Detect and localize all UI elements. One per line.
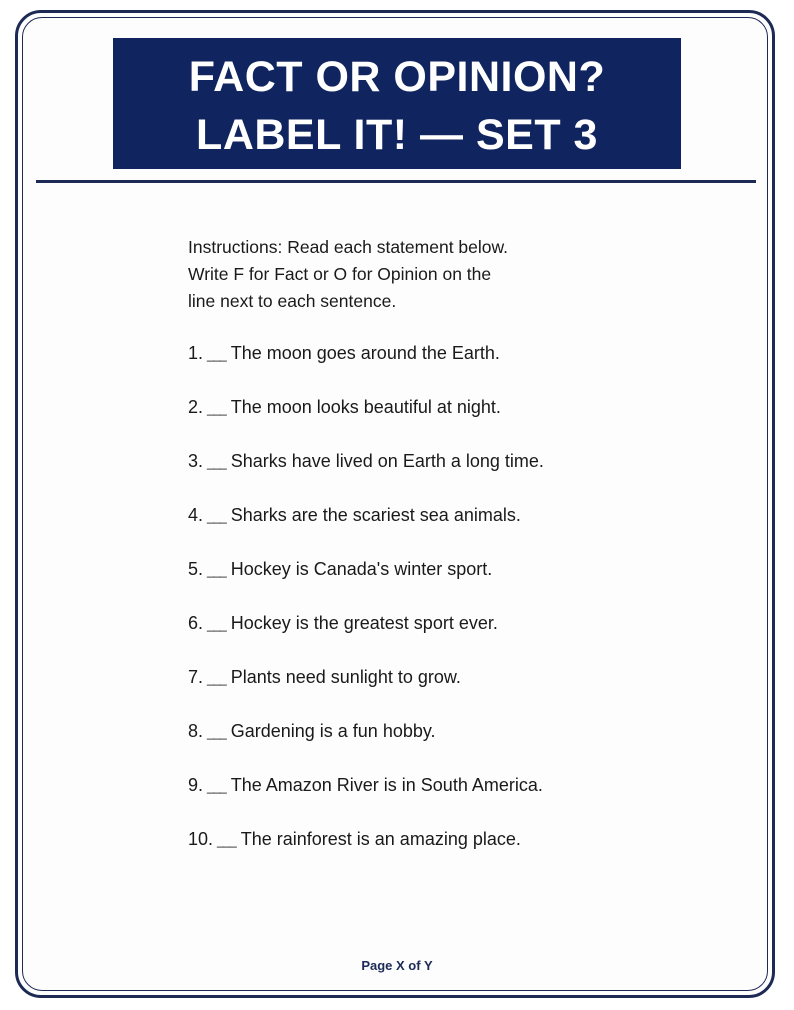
answer-blank[interactable]: ___	[207, 509, 226, 524]
statement-text: The moon goes around the Earth.	[230, 343, 500, 363]
instructions	[188, 234, 588, 315]
answer-blank[interactable]: ___	[207, 725, 226, 740]
statement-item-6	[188, 610, 688, 664]
statement-text: Hockey is the greatest sport ever.	[230, 613, 498, 633]
statement-item-9	[188, 772, 688, 826]
statement-item-1	[188, 340, 688, 394]
statement-number: 4.	[188, 505, 204, 525]
statement-number: 8.	[188, 721, 204, 741]
statement-item-5	[188, 556, 688, 610]
statement-text: Hockey is Canada's winter sport.	[230, 559, 493, 579]
answer-blank[interactable]: ___	[207, 563, 226, 578]
answer-blank[interactable]: ___	[207, 455, 226, 470]
statement-number: 1.	[188, 343, 204, 363]
statement-text: Gardening is a fun hobby.	[230, 721, 436, 741]
statement-number: 2.	[188, 397, 204, 417]
answer-blank[interactable]: ___	[217, 833, 236, 848]
statement-number: 7.	[188, 667, 204, 687]
answer-blank[interactable]: ___	[207, 347, 226, 362]
statement-item-8	[188, 718, 688, 772]
page-number: Page X of Y	[361, 958, 433, 973]
answer-blank[interactable]: ___	[207, 401, 226, 416]
statement-number: 5.	[188, 559, 204, 579]
statement-item-10	[188, 826, 688, 880]
title-line-1: FACT OR OPINION?	[188, 53, 606, 101]
instructions-line-1: Instructions: Read each statement below.	[188, 237, 509, 257]
instructions-line-2: Write F for Fact or O for Opinion on the	[188, 264, 492, 284]
statement-text: The moon looks beautiful at night.	[230, 397, 501, 417]
statement-item-3	[188, 448, 688, 502]
title-banner	[113, 38, 681, 169]
statement-item-7	[188, 664, 688, 718]
statement-text: The Amazon River is in South America.	[230, 775, 543, 795]
instructions-line-3: line next to each sentence.	[188, 291, 397, 311]
statement-text: Plants need sunlight to grow.	[230, 667, 461, 687]
header-divider	[36, 180, 756, 183]
statement-text: The rainforest is an amazing place.	[240, 829, 521, 849]
statement-number: 9.	[188, 775, 204, 795]
statement-number: 3.	[188, 451, 204, 471]
statement-number: 6.	[188, 613, 204, 633]
statement-text: Sharks are the scariest sea animals.	[230, 505, 521, 525]
answer-blank[interactable]: ___	[207, 779, 226, 794]
statement-item-2	[188, 394, 688, 448]
title-line-2: LABEL IT! — SET 3	[196, 111, 598, 159]
statement-text: Sharks have lived on Earth a long time.	[230, 451, 544, 471]
statement-list	[188, 340, 688, 880]
statement-item-4	[188, 502, 688, 556]
statement-number: 10.	[188, 829, 214, 849]
answer-blank[interactable]: ___	[207, 671, 226, 686]
answer-blank[interactable]: ___	[207, 617, 226, 632]
